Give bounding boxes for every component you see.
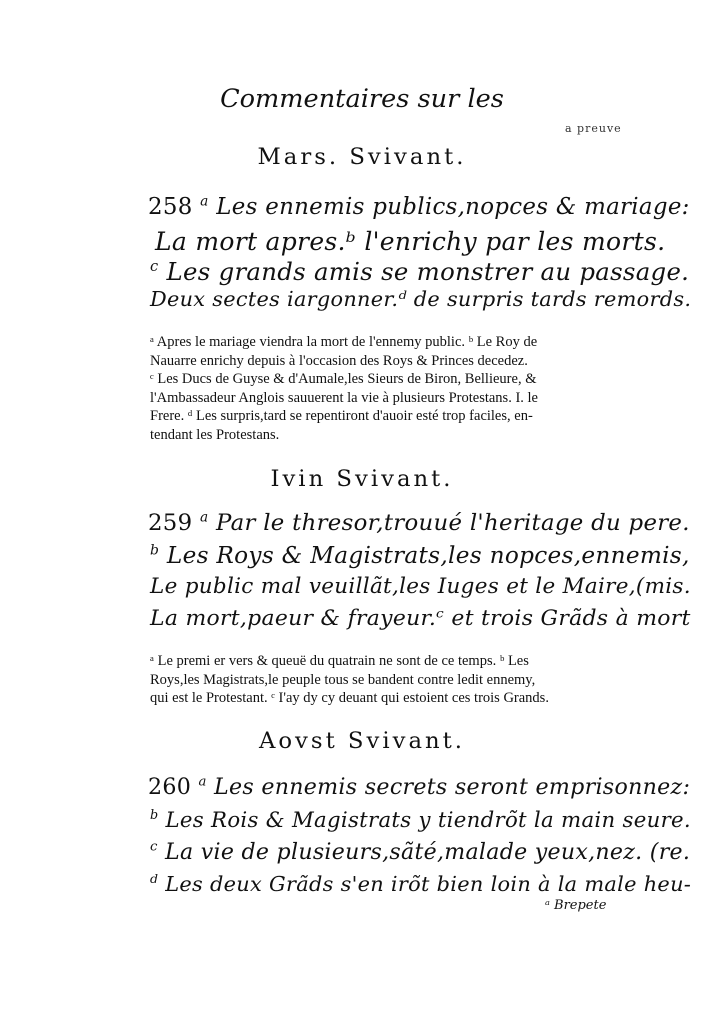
running-head: Commentaires sur les (220, 84, 504, 114)
catchword: ᵃ Brepete (545, 898, 607, 913)
note-marker: b (150, 807, 159, 823)
quatrain-number: 260 (148, 774, 192, 800)
note-marker: b (150, 542, 160, 559)
note-line: l'Ambassadeur Anglois sauuerent la vie à plusieurs Protestans. I. le (150, 389, 538, 406)
verse-text: Les Rois & Magistrats y tiendrõt la main seure. (165, 808, 691, 833)
note-line: Nauarre enrichy depuis à l'occasion des Roys & Princes decedez. (150, 352, 528, 369)
verse-line (150, 840, 690, 865)
quatrain-number: 258 (148, 194, 193, 220)
note-line: Frere. ᵈ Les surpris,tard se repentiront d'auoir esté trop faciles, en- (150, 408, 533, 424)
commentary-note (150, 333, 620, 444)
note-marker: a (199, 509, 209, 526)
verse-line (150, 542, 690, 569)
verse-line (148, 194, 690, 220)
note-line: Roys,les Magistrats,le peuple tous se bandent contre ledit ennemy, (150, 671, 536, 688)
verse-line (155, 227, 665, 256)
verse-text: Par le thresor,trouué l'heritage du pere. (215, 510, 690, 536)
verse-text: La vie de plusieurs,sãté,malade yeux,nez. (re. (165, 840, 691, 865)
verse-text: Les deux Grãds s'en irõt bien loin à la male heu- (165, 872, 692, 896)
verse-text: Le public mal veuillãt,les Iuges et le Maire,(mis. (150, 574, 691, 599)
verse-line (150, 872, 691, 896)
verse-text: Les grands amis se monstrer au passage. (166, 257, 690, 286)
verse-text: Les ennemis secrets seront emprisonnez: (213, 774, 691, 800)
note-marker: a (198, 774, 207, 790)
section-heading-mars: Mars. Svivant. (257, 144, 467, 170)
note-line: ᵃ Apres le mariage viendra la mort de l'ennemy public. ᵇ Le Roy de (150, 334, 538, 350)
note-line: ᵃ Le premi er vers & queuë du quatrain ne sont de ce temps. ᵇ Les (150, 653, 529, 669)
verse-line (150, 287, 691, 311)
verse-line (150, 808, 691, 833)
note-marker: c (150, 839, 158, 855)
section-heading-iuin: Ivin Svivant. (270, 466, 454, 492)
verse-text: Les ennemis publics,nopces & mariage: (216, 194, 690, 220)
note-marker: a (200, 193, 209, 210)
verse-text: Deux sectes iargonner.ᵈ de surpris tards remords. (150, 287, 692, 311)
corner-mark: a preuve (565, 122, 622, 135)
note-marker: d (150, 871, 159, 887)
verse-text: Les Roys & Magistrats,les nopces,ennemis, (166, 542, 690, 569)
section-heading-aoust: Aovst Svivant. (258, 728, 466, 754)
verse-text: La mort apres.ᵇ l'enrichy par les morts. (155, 227, 666, 256)
note-line: ᶜ Les Ducs de Guyse & d'Aumale,les Sieurs de Biron, Bellieure, & (150, 371, 537, 387)
note-line: qui est le Protestant. ᶜ I'ay dy cy deuant qui estoient ces trois Grands. (150, 690, 549, 706)
verse-line (150, 257, 689, 286)
verse-text: La mort,paeur & frayeur.ᶜ et trois Grãds à mort (150, 606, 691, 631)
verse-line (148, 774, 690, 800)
note-line: tendant les Protestans. (150, 426, 280, 443)
verse-line (150, 574, 691, 599)
note-marker: c (150, 257, 159, 275)
verse-line (148, 510, 690, 536)
commentary-note (150, 652, 620, 708)
quatrain-number: 259 (148, 510, 193, 536)
verse-line (150, 606, 691, 631)
